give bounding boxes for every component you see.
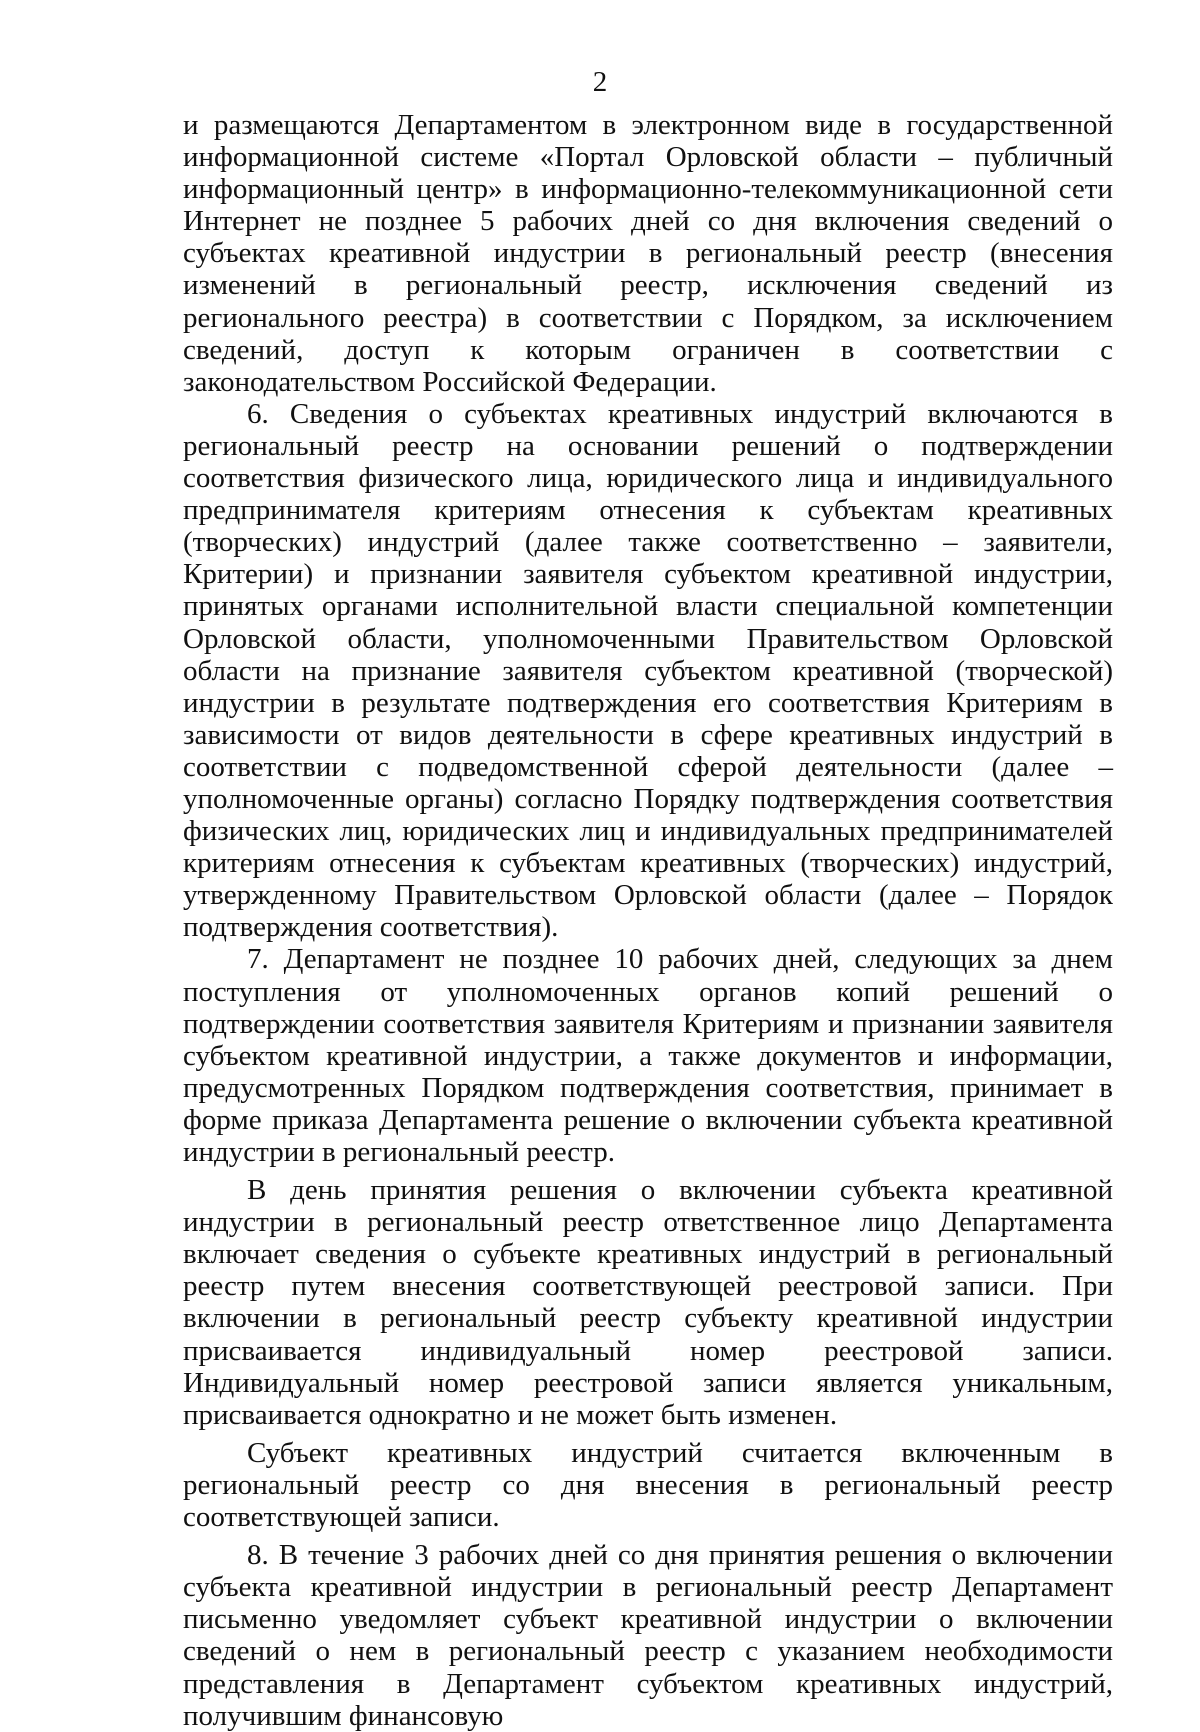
paragraph-item-6: 6. Сведения о субъектах креативных индустрий включаются в региональный реестр на основании решений о подтверждении соответствия физического лица, юридического лица и индивидуального предпринимателя критериям отнесения к субъектам креативных (творческих) индустрий (далее также соответственно – заявители, Критерии) и признании заявителя субъектом креативной индустрии, принятых органами исполнительной власти специальной компетенции Орловской области, уполномоченными Правительством Орловской области на признание заявителя субъектом креативной (творческой) индустрии в результате подтверждения его соответствия Критериям в зависимости от видов деятельности в сфере креативных индустрий в соответствии с подведомственной сферой деятельности (далее – уполномоченные органы) согласно Порядку подтверждения соответствия физических лиц, юридических лиц и индивидуальных предпринимателей критериям отнесения к субъектам креативных (творческих) индустрий, утвержденному Правительством Орловской области (далее – Порядок подтверждения соответствия). <box>183 397 1113 944</box>
document-body <box>183 109 1113 1732</box>
paragraph-inclusion-date: Субъект креативных индустрий считается включенным в региональный реестр со дня внесения в региональный реестр соответствующей записи. <box>183 1436 1113 1534</box>
paragraph-item-8: 8. В течение 3 рабочих дней со дня принятия решения о включении субъекта креативной индустрии в региональный реестр Департамент письменно уведомляет субъект креативной индустрии о включении сведений о нем в региональный реестр с указанием необходимости представления в Департамент субъектом креативных индустрий, получившим финансовую <box>183 1539 1113 1732</box>
paragraph-continuation: и размещаются Департаментом в электронном виде в государственной информационной системе «Портал Орловской области – публичный информационный центр» в информационно-телекоммуникационной сети Интернет не позднее 5 рабочих дней со дня включения сведений о субъектах креативной индустрии в региональный реестр (внесения изменений в региональный реестр, исключения сведений из регионального реестра) в соответствии с Порядком, за исключением сведений, доступ к которым ограничен в соответствии с законодательством Российской Федерации. <box>183 109 1113 398</box>
paragraph-item-7: 7. Департамент не позднее 10 рабочих дней, следующих за днем поступления от уполномоченных органов копий решений о подтверждении соответствия заявителя Критериям и признании заявителя субъектом креативной индустрии, а также документов и информации, предусмотренных Порядком подтверждения соответствия, принимает в форме приказа Департамента решение о включении субъекта креативной индустрии в региональный реестр. <box>183 943 1113 1168</box>
page-number: 2 <box>592 66 608 98</box>
paragraph-registry-entry: В день принятия решения о включении субъекта креативной индустрии в региональный реестр ответственное лицо Департамента включает сведения о субъекте креативных индустрий в региональный реестр путем внесения соответствующей реестровой записи. При включении в региональный реестр субъекту креативной индустрии присваивается индивидуальный номер реестровой записи. Индивидуальный номер реестровой записи является уникальным, присваивается однократно и не может быть изменен. <box>183 1174 1113 1431</box>
